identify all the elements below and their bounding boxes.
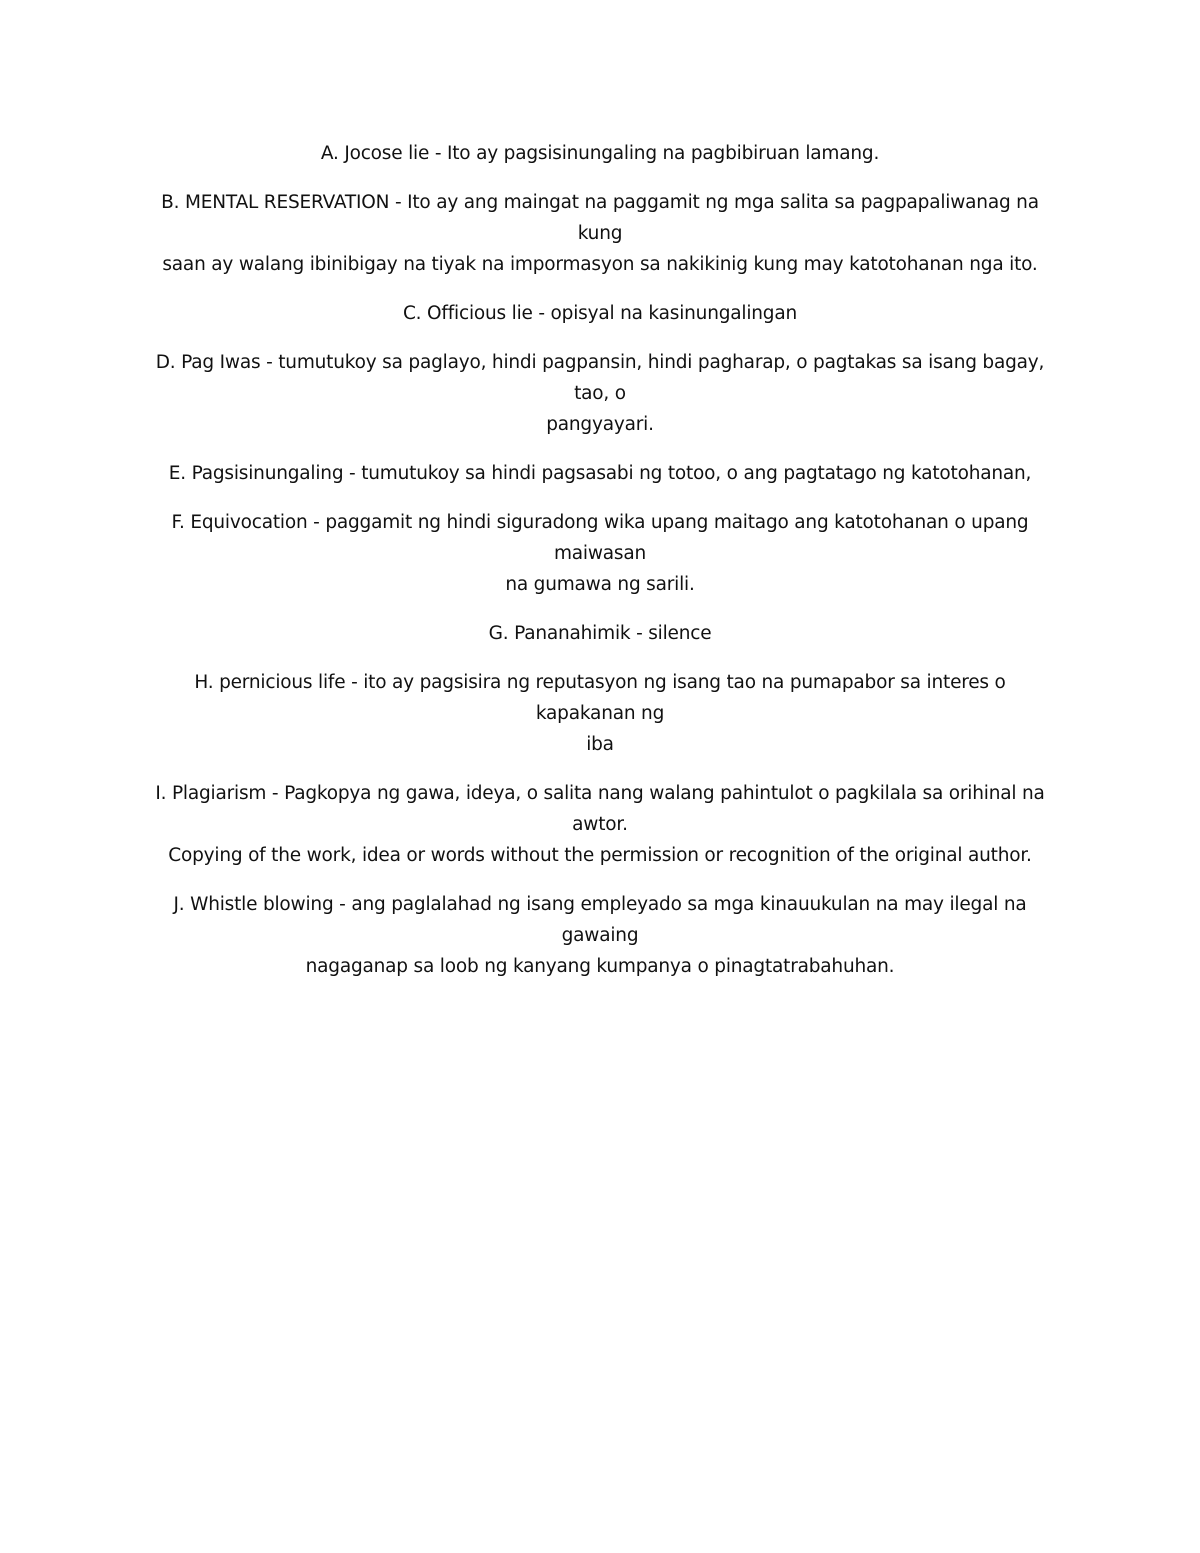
- entry-d: [145, 347, 1055, 440]
- entry-d-line-1: D. Pag Iwas - tumutukoy sa paglayo, hindi pagpansin, hindi pagharap, o pagtakas sa isang bagay, tao, o: [155, 352, 1045, 404]
- entry-d-line-2: pangyayari.: [546, 414, 654, 435]
- entry-i-line-2: Copying of the work, idea or words without the permission or recognition of the original author.: [168, 845, 1032, 866]
- entry-b-line-2: saan ay walang ibinibigay na tiyak na impormasyon sa nakikinig kung may katotohanan nga ito.: [162, 254, 1038, 275]
- entry-c-line-1: C. Officious lie - opisyal na kasinungalingan: [402, 303, 798, 324]
- entry-g-line-1: G. Pananahimik - silence: [488, 623, 712, 644]
- entry-e-line-1: E. Pagsisinungaling - tumutukoy sa hindi pagsasabi ng totoo, o ang pagtatago ng katotohanan,: [168, 463, 1032, 484]
- entry-a: [145, 138, 1055, 169]
- entry-f: [145, 507, 1055, 600]
- entry-j-line-1: J. Whistle blowing - ang paglalahad ng isang empleyado sa mga kinauukulan na may ilegal na gawaing: [173, 894, 1027, 946]
- entry-j-line-2: nagaganap sa loob ng kanyang kumpanya o pinagtatrabahuhan.: [305, 956, 895, 977]
- entry-c: [145, 298, 1055, 329]
- entry-i: [145, 778, 1055, 871]
- entry-h-line-2: iba: [586, 734, 614, 755]
- document-body: [145, 138, 1055, 1000]
- entry-i-line-1: I. Plagiarism - Pagkopya ng gawa, ideya, o salita nang walang pahintulot o pagkilala sa orihinal na awtor.: [155, 783, 1045, 835]
- entry-f-line-2: na gumawa ng sarili.: [505, 574, 695, 595]
- entry-f-line-1: F. Equivocation - paggamit ng hindi siguradong wika upang maitago ang katotohanan o upang maiwasan: [171, 512, 1029, 564]
- entry-a-line-1: A. Jocose lie - Ito ay pagsisinungaling na pagbibiruan lamang.: [320, 143, 880, 164]
- entry-g: [145, 618, 1055, 649]
- entry-j: [145, 889, 1055, 982]
- entry-b-line-1: B. MENTAL RESERVATION - Ito ay ang maingat na paggamit ng mga salita sa pagpapaliwanag na kung: [161, 192, 1039, 244]
- entry-b: [145, 187, 1055, 280]
- entry-h-line-1: H. pernicious life - ito ay pagsisira ng reputasyon ng isang tao na pumapabor sa interes o kapakanan ng: [194, 672, 1006, 724]
- entry-e: [145, 458, 1055, 489]
- entry-h: [145, 667, 1055, 760]
